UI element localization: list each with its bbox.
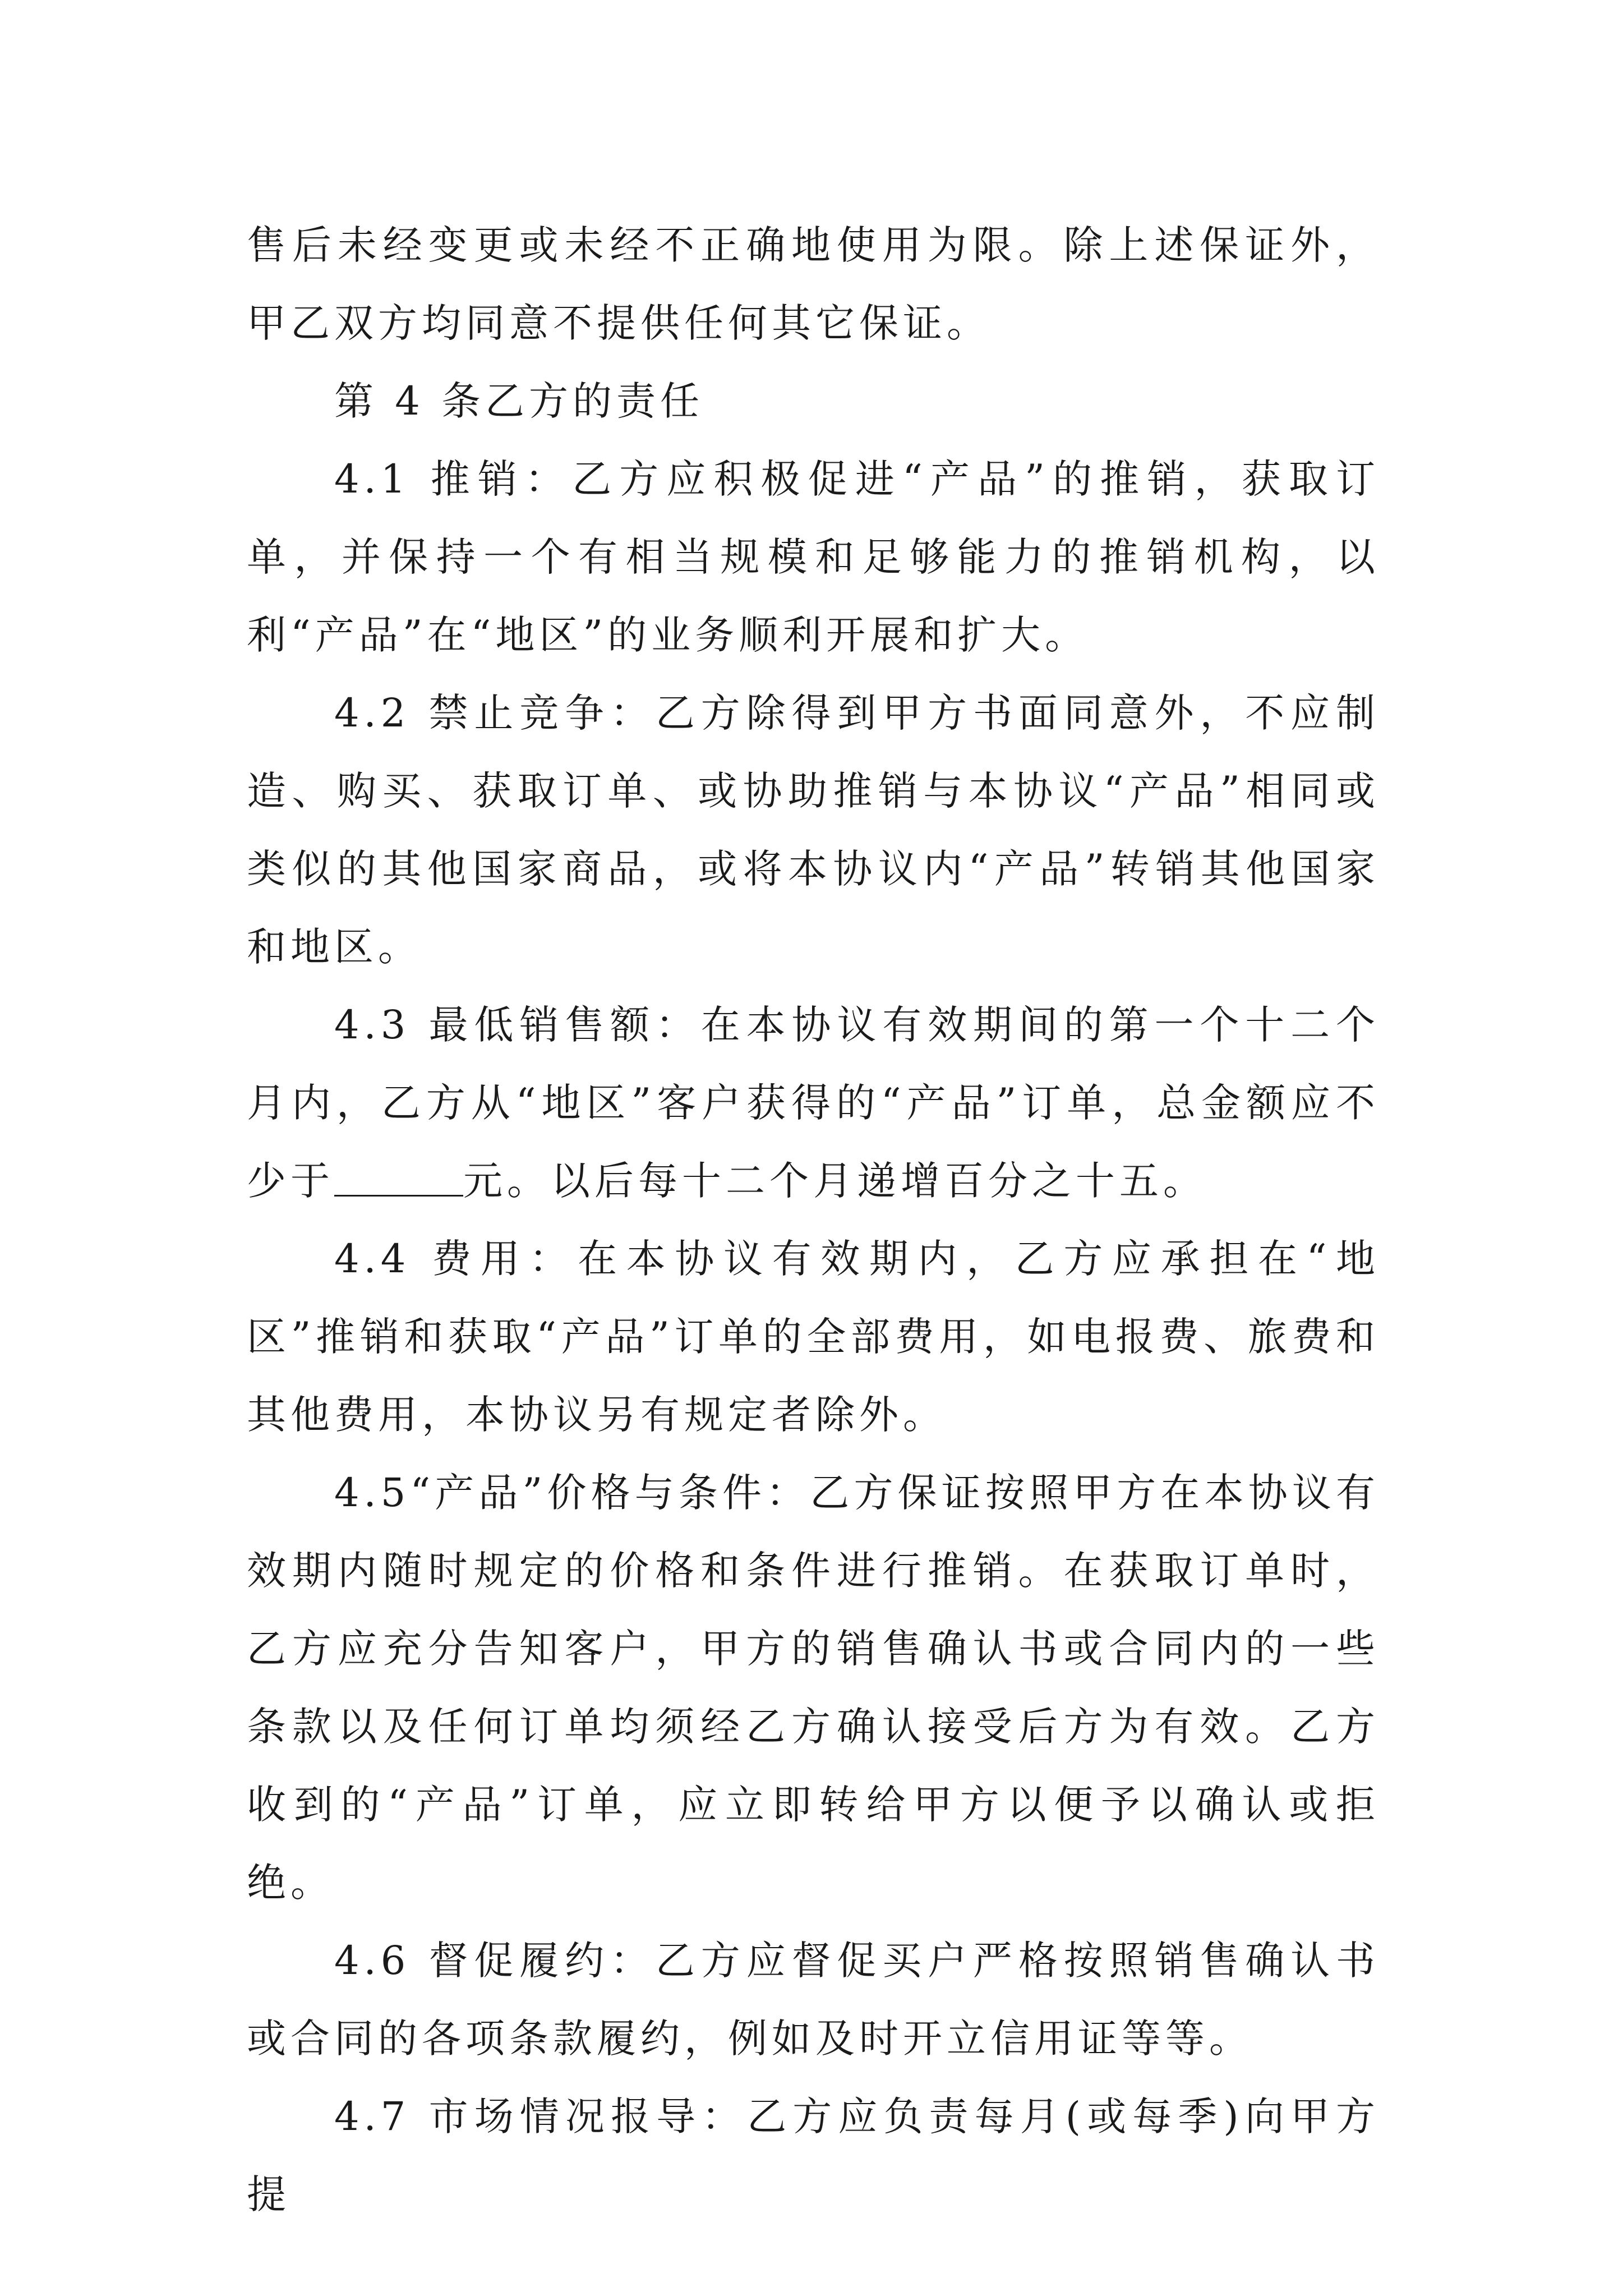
- document-page: [247, 206, 1380, 2234]
- paragraph-4-3-text-before: 4.3 最低销售额：在本协议有效期间的第一个十二个月内，乙方从“地区”客户获得的“产品”订单，总金额应不少于: [247, 1002, 1380, 1204]
- amount-blank-field: [334, 1156, 463, 1197]
- paragraph-4-4-expenses: 4.4 费用：在本协议有效期内，乙方应承担在“地区”推销和获取“产品”订单的全部费用，如电报费、旅费和其他费用，本协议另有规定者除外。: [247, 1236, 1380, 1438]
- paragraph-4-6-performance: 4.6 督促履约：乙方应督促买户严格按照销售确认书或合同的各项条款履约，例如及时开立信用证等等。: [247, 1938, 1380, 2062]
- paragraph-4-2-non-compete: 4.2 禁止竞争：乙方除得到甲方书面同意外，不应制造、购买、获取订单、或协助推销与本协议“产品”相同或类似的其他国家商品，或将本协议内“产品”转销其他国家和地区。: [247, 690, 1380, 970]
- section-heading-article-4: 第 4 条乙方的责任: [334, 378, 704, 424]
- paragraph-4-5-price-terms: 4.5“产品”价格与条件：乙方保证按照甲方在本协议有效期内随时规定的价格和条件进行推销。在获取订单时，乙方应充分告知客户，甲方的销售确认书或合同内的一些条款以及任何订单均须经乙方确认接受后方为有效。乙方收到的“产品”订单，应立即转给甲方以便予以确认或拒绝。: [247, 1470, 1380, 1906]
- paragraph-4-1-promotion: 4.1 推销：乙方应积极促进“产品”的推销，获取订单，并保持一个有相当规模和足够能力的推销机构，以利“产品”在“地区”的业务顺利开展和扩大。: [247, 456, 1380, 658]
- paragraph-4-7-market-report: 4.7 市场情况报导：乙方应负责每月(或每季)向甲方提: [247, 2093, 1380, 2217]
- paragraph-4-3-text-after: 元。以后每十二个月递增百分之十五。: [463, 1158, 1207, 1204]
- paragraph-4-3-minimum-sales: [247, 986, 1380, 1220]
- paragraph-warranty-end: 售后未经变更或未经不正确地使用为限。除上述保证外，甲乙双方均同意不提供任何其它保证。: [247, 222, 1380, 346]
